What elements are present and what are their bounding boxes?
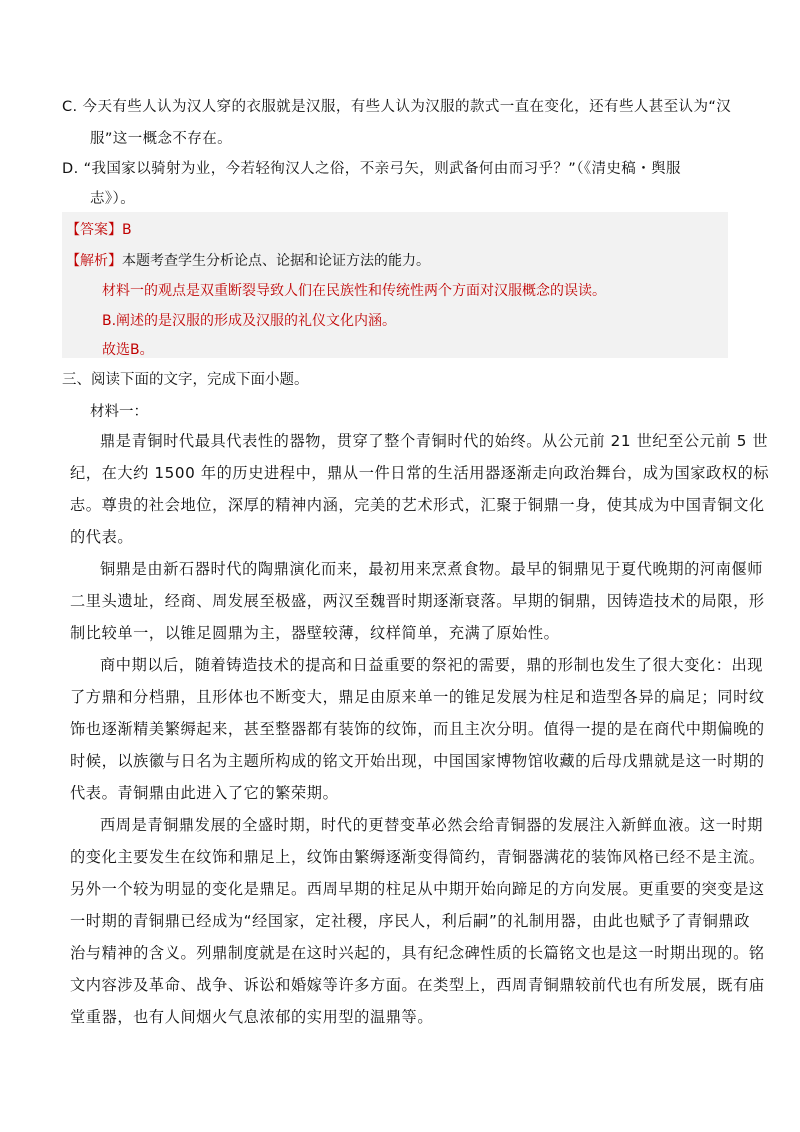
passage-line: 另外一个较为明显的变化是鼎足。西周早期的柱足从中期开始向蹄足的方向发展。更重要的突变是这 [70, 880, 765, 898]
passage-line: 铜鼎是由新石器时代的陶鼎演化而来，最初用来烹煮食物。最早的铜鼎见于夏代晚期的河南偃师 [100, 560, 764, 578]
passage-line: 的代表。 [70, 528, 134, 546]
answer-line [66, 220, 132, 240]
analysis-line [66, 251, 430, 271]
passage-line: 了方鼎和分档鼎，且形体也不断变大，鼎足由原来单一的锥足发展为柱足和造型各异的扁足；同时纹 [70, 688, 765, 706]
passage-line: 一时期的青铜鼎已经成为“经国家，定社稷，序民人，利后嗣”的礼制用器，由此也赋予了青铜鼎政 [70, 912, 751, 930]
answer-value: B [122, 222, 132, 238]
passage-line: 的变化主要发生在纹饰和鼎足上，纹饰由繁缛逐渐变得简约，青铜器满花的装饰风格已经不是主流。 [70, 848, 765, 866]
answer-panel [62, 212, 728, 358]
passage-line: 文内容涉及革命、战争、诉讼和婚嫁等许多方面。在类型上，西周青铜鼎较前代也有所发展，既有庙 [70, 976, 765, 994]
passage-line: 西周是青铜鼎发展的全盛时期，时代的更替变革必然会给青铜器的发展注入新鲜血液。这一时期 [100, 816, 764, 834]
analysis-point-2: B.阐述的是汉服的形成及汉服的礼仪文化内涵。 [102, 313, 397, 329]
passage-line: 二里头遗址，经商、周发展至极盛，两汉至魏晋时期逐渐衰落。早期的铜鼎，因铸造技术的局限，形 [70, 592, 765, 610]
material-label: 材料一： [90, 404, 148, 420]
option-c-line-1: C. 今天有些人认为汉人穿的衣服就是汉服，有些人认为汉服的款式一直在变化，还有些人甚至认为“汉 [62, 99, 732, 115]
analysis-label: 【解析】 [66, 253, 122, 269]
analysis-conclusion: 故选B。 [102, 342, 154, 358]
passage-line: 纪，在大约 1500 年的历史进程中，鼎从一件日常的生活用器逐渐走向政治舞台，成为国家政权的标 [70, 464, 770, 482]
passage-line: 制比较单一，以锥足圆鼎为主，器壁较薄，纹样简单，充满了原始性。 [70, 624, 560, 642]
section-heading: 三、阅读下面的文字，完成下面小题。 [62, 372, 309, 388]
passage-line: 饰也逐渐精美繁缛起来，甚至整器都有装饰的纹饰，而且主次分明。值得一提的是在商代中期偏晚的 [70, 720, 765, 738]
option-d-line-2: 志》）。 [90, 191, 136, 207]
passage-line: 堂重器，也有人间烟火气息浓郁的实用型的温鼎等。 [70, 1008, 434, 1026]
answer-label: 【答案】 [66, 222, 122, 238]
option-c-line-2: 服”这一概念不存在。 [90, 131, 233, 147]
passage-line: 志。尊贵的社会地位，深厚的精神内涵，完美的艺术形式，汇聚于铜鼎一身，使其成为中国青铜文化 [70, 496, 765, 514]
passage-line: 时候，以族徽与日名为主题所构成的铭文开始出现，中国国家博物馆收藏的后母戊鼎就是这一时期的 [70, 752, 765, 770]
passage-line: 商中期以后，随着铸造技术的提高和日益重要的祭祀的需要，鼎的形制也发生了很大变化：出现 [100, 656, 764, 674]
passage-line: 治与精神的含义。列鼎制度就是在这时兴起的，具有纪念碑性质的长篇铭文也是这一时期出现的。铭 [70, 944, 765, 962]
option-d-line-1: D. “我国家以骑射为业，今若轻徇汉人之俗，不亲弓矢，则武备何由而习乎？”（《清史稿・舆服 [62, 161, 681, 177]
passage-line: 代表。青铜鼎由此进入了它的繁荣期。 [70, 784, 339, 802]
passage-line: 鼎是青铜时代最具代表性的器物，贯穿了整个青铜时代的始终。从公元前 21 世纪至公元前 5 世 [100, 432, 769, 450]
analysis-text: 本题考查学生分析论点、论据和论证方法的能力。 [122, 253, 430, 269]
analysis-point-1: 材料一的观点是双重断裂导致人们在民族性和传统性两个方面对汉服概念的误读。 [102, 283, 606, 299]
